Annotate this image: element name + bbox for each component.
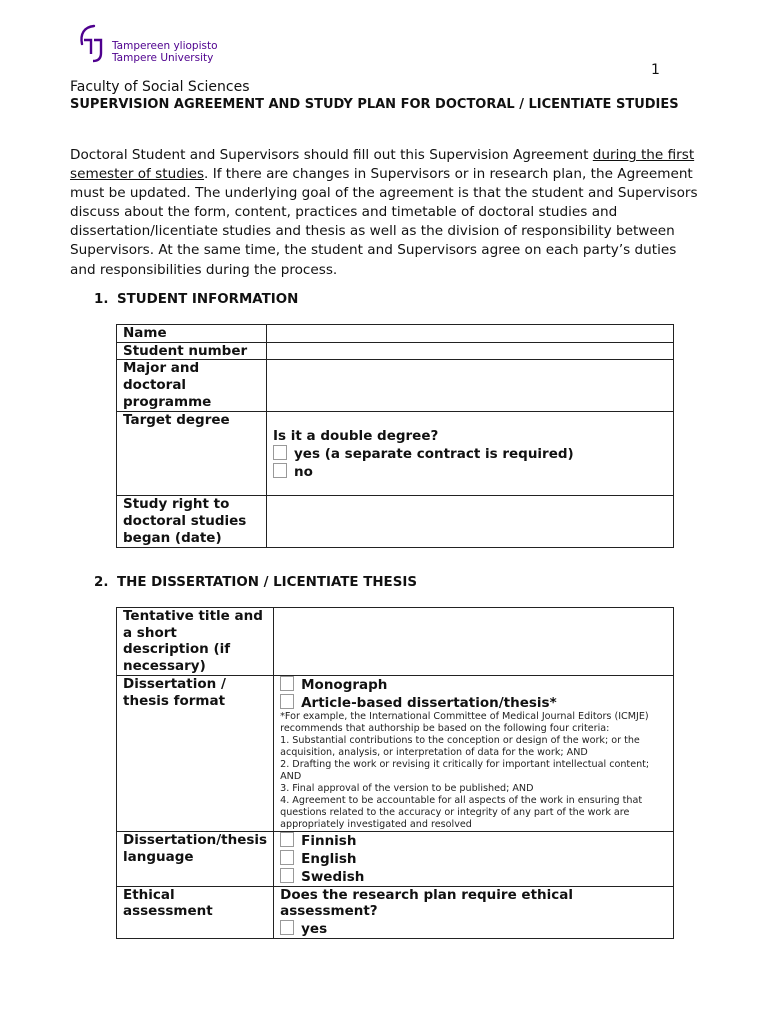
checkbox-icon[interactable] xyxy=(280,850,294,865)
page-number: 1 xyxy=(651,62,660,78)
monograph-label: Monograph xyxy=(301,677,388,693)
logo-line-finnish: Tampereen yliopisto xyxy=(112,40,218,52)
ethical-assessment-field[interactable] xyxy=(274,886,674,938)
section-2-heading xyxy=(94,575,417,590)
note-line: 2. Drafting the work or revising it critically for important intellectual content; AND xyxy=(280,759,650,783)
monograph-option[interactable] xyxy=(280,676,667,694)
intro-underlined-deadline: during the first semester of studies xyxy=(70,147,695,183)
tentative-title-field[interactable] xyxy=(274,608,674,676)
faculty-name: Faculty of Social Sciences xyxy=(70,79,250,95)
table-row xyxy=(117,608,674,676)
target-degree-label: Target degree xyxy=(117,412,267,496)
ethical-yes-label: yes xyxy=(301,920,328,937)
section-1-number: 1. xyxy=(94,292,109,307)
major-field[interactable] xyxy=(267,360,674,412)
table-row xyxy=(117,886,674,938)
study-right-date-field[interactable] xyxy=(267,496,674,547)
table-row xyxy=(117,360,674,412)
english-option[interactable] xyxy=(280,850,667,868)
table-row xyxy=(117,325,674,343)
swedish-option[interactable] xyxy=(280,868,667,886)
ethical-assessment-label: Ethical assessment xyxy=(117,886,274,938)
thesis-format-field[interactable] xyxy=(274,676,674,832)
thesis-language-field[interactable] xyxy=(274,832,674,886)
authorship-criteria-note xyxy=(280,711,667,831)
double-degree-no-option[interactable] xyxy=(273,463,667,481)
student-number-label: Student number xyxy=(117,342,267,360)
intro-text-start: Doctoral Student and Supervisors should fill out this Supervision Agreement xyxy=(70,147,593,163)
section-2-number: 2. xyxy=(94,575,109,590)
article-based-label: Article-based dissertation/thesis* xyxy=(301,694,557,711)
section-1-title: STUDENT INFORMATION xyxy=(117,292,299,307)
double-degree-question: Is it a double degree? xyxy=(273,428,439,445)
thesis-language-label: Dissertation/thesis language xyxy=(117,832,274,886)
intro-paragraph xyxy=(70,146,698,280)
target-degree-field[interactable] xyxy=(267,412,674,496)
document-title: SUPERVISION AGREEMENT AND STUDY PLAN FOR DOCTORAL / LICENTIATE STUDIES xyxy=(70,97,679,112)
finnish-label: Finnish xyxy=(301,833,357,850)
major-label: Major and doctoral programme xyxy=(117,360,267,412)
section-2-title: THE DISSERTATION / LICENTIATE THESIS xyxy=(117,575,417,590)
note-line: 4. Agreement to be accountable for all aspects of the work in ensuring that questions related to the accuracy or integrity of any part of the work are appropriately investigated and resolved xyxy=(280,795,643,831)
checkbox-icon[interactable] xyxy=(280,676,294,691)
study-right-label: Study right to doctoral studies began (date) xyxy=(117,496,267,547)
note-line: 1. Substantial contributions to the conception or design of the work; or the acquisition, analysis, or interpretation of data for the work; AND xyxy=(280,735,640,759)
name-field[interactable] xyxy=(267,325,674,343)
english-label: English xyxy=(301,851,357,868)
section-1-heading xyxy=(94,292,298,307)
student-information-table xyxy=(116,324,674,548)
checkbox-icon[interactable] xyxy=(273,445,287,460)
name-label: Name xyxy=(117,325,267,343)
tentative-title-label: Tentative title and a short description (if necessary) xyxy=(117,608,274,676)
finnish-option[interactable] xyxy=(280,832,667,850)
table-row xyxy=(117,676,674,832)
table-row xyxy=(117,412,674,496)
article-based-option[interactable] xyxy=(280,694,667,712)
dissertation-table xyxy=(116,607,674,939)
logo-wordmark xyxy=(112,40,218,64)
double-degree-yes-label: yes (a separate contract is required) xyxy=(294,446,574,463)
student-number-field[interactable] xyxy=(267,342,674,360)
double-degree-no-label: no xyxy=(294,463,313,480)
double-degree-yes-option[interactable] xyxy=(273,445,667,463)
table-row xyxy=(117,832,674,886)
swedish-label: Swedish xyxy=(301,868,365,885)
checkbox-icon[interactable] xyxy=(280,694,294,709)
thesis-format-label: Dissertation / thesis format xyxy=(117,676,274,832)
table-row xyxy=(117,496,674,547)
note-line: 3. Final approval of the version to be published; AND xyxy=(280,783,534,795)
checkbox-icon[interactable] xyxy=(280,832,294,847)
checkbox-icon[interactable] xyxy=(280,868,294,883)
checkbox-icon[interactable] xyxy=(280,920,294,935)
logo-line-english: Tampere University xyxy=(112,52,214,64)
checkbox-icon[interactable] xyxy=(273,463,287,478)
table-row xyxy=(117,342,674,360)
note-line: *For example, the International Committee of Medical Journal Editors (ICMJE) recommends that authorship be based on the following four criteria: xyxy=(280,711,649,735)
intro-text-rest: . If there are changes in Supervisors or in research plan, the Agreement must be updated. The underlying goal of the agreement is that the student and Supervisors discuss about the form, content, practices and timetable of doctoral studies and dissertation/licentiate studies and thesis as well as the division of responsibility between Supervisors. At the same time, the student and Supervisors agree on each party’s duties and responsibilities during the process. xyxy=(70,166,698,278)
ethical-question: Does the research plan require ethical assessment? xyxy=(280,886,574,920)
ethical-yes-option[interactable] xyxy=(280,920,667,938)
